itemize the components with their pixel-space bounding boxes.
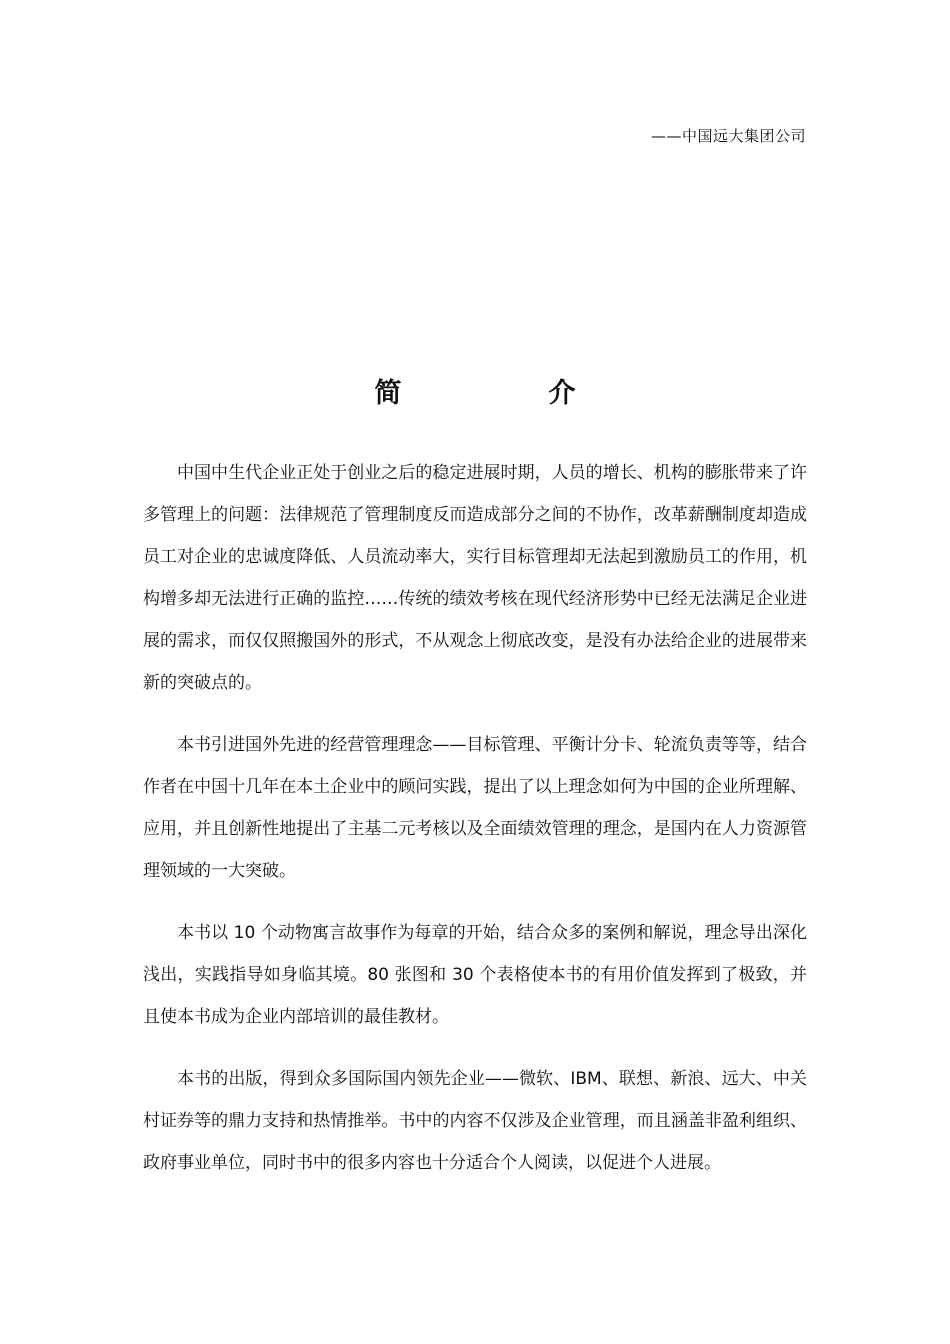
attribution-line: ——中国远大集团公司 (650, 127, 806, 145)
paragraph-1: 中国中生代企业正处于创业之后的稳定进展时期，人员的增长、机构的膨胀带来了许多管理上的问题：法律规范了管理制度反而造成部分之间的不协作，改革薪酬制度却造成员工对企业的忠诚度降低、人员流动率大，实行目标管理却无法起到激励员工的作用，机构增多却无法进行正确的监控……传统的绩效考核在现代经济形势中已经无法满足企业进展的需求，而仅仅照搬国外的形式，不从观念上彻底改变，是没有办法给企业的进展带来新的突破点的。 (143, 463, 807, 693)
page-title: 简 介 (374, 378, 636, 409)
body-text (143, 452, 807, 1204)
paragraph-2: 本书引进国外先进的经营管理理念——目标管理、平衡计分卡、轮流负责等等，结合作者在中国十几年在本土企业中的顾问实践，提出了以上理念如何为中国的企业所理解、应用，并且创新性地提出了主基二元考核以及全面绩效管理的理念，是国内在人力资源管理领域的一大突破。 (143, 735, 807, 881)
paragraph-3: 本书以 10 个动物寓言故事作为每章的开始，结合众多的案例和解说，理念导出深化浅出，实践指导如身临其境。80 张图和 30 个表格使本书的有用价值发挥到了极致，并且使本书成为企业内部培训的最佳教材。 (143, 923, 807, 1027)
paragraph-4: 本书的出版，得到众多国际国内领先企业——微软、IBM、联想、新浪、远大、中关村证券等的鼎力支持和热情推举。书中的内容不仅涉及企业管理，而且涵盖非盈利组织、政府事业单位，同时书中的很多内容也十分适合个人阅读，以促进个人进展。 (143, 1069, 807, 1173)
